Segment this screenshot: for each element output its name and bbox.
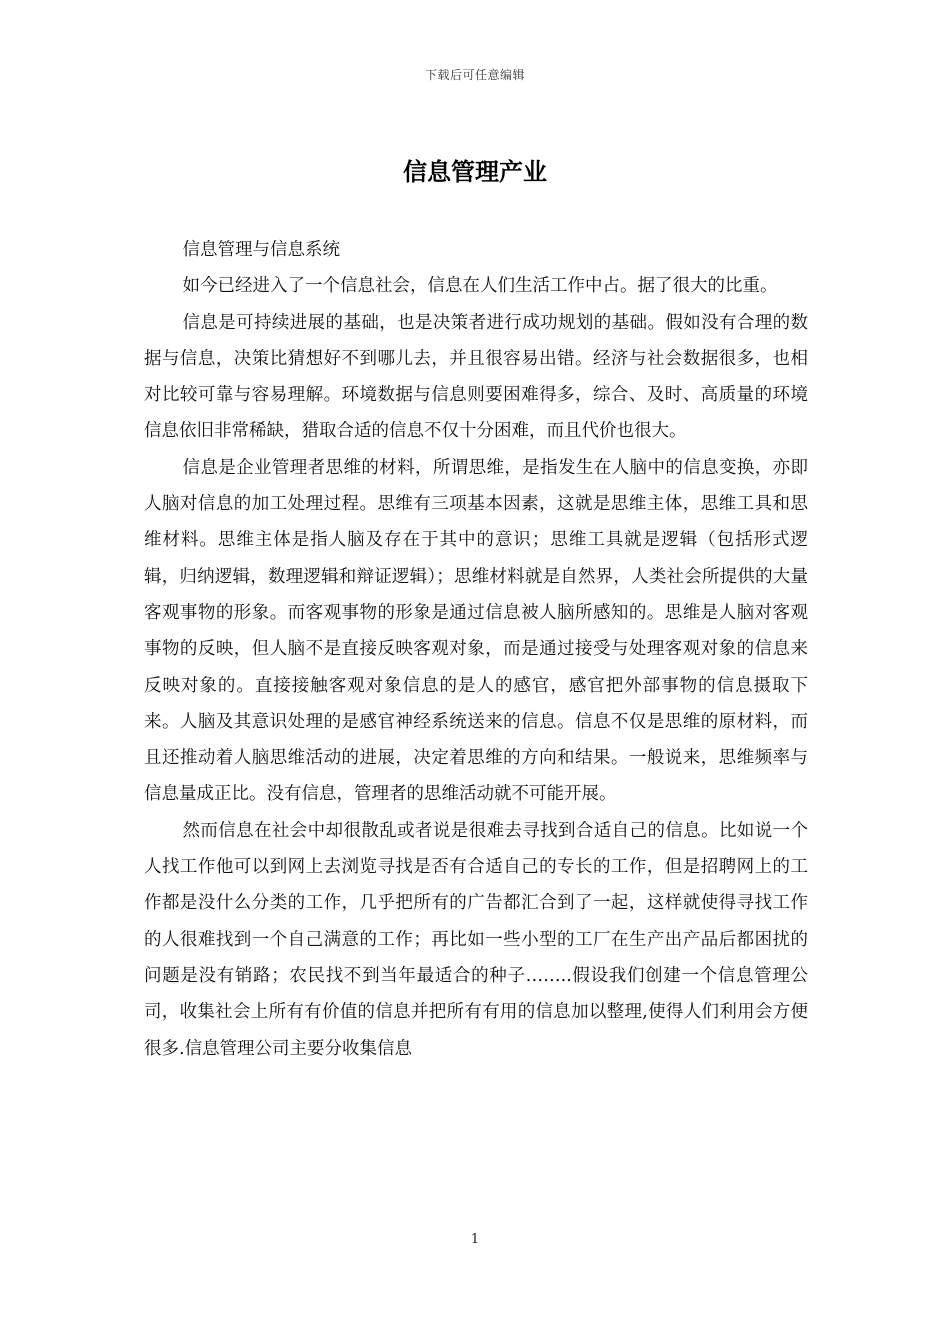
document-body (144, 232, 808, 1067)
body-paragraph: 然而信息在社会中却很散乱或者说是很难去寻找到合适自己的信息。比如说一个人找工作他可以到网上去浏览寻找是否有合适自己的专长的工作，但是招聘网上的工作都是没什么分类的工作，几乎把所有的广告都汇合到了一起，这样就使得寻找工作的人很难找到一个自己满意的工作；再比如一些小型的工厂在生产出产品后都困扰的问题是没有销路；农民找不到当年最适合的种子……..假设我们创建一个信息管理公司，收集社会上所有有价值的信息并把所有有用的信息加以整理,使得人们利用会方便很多.信息管理公司主要分收集信息 (144, 820, 808, 1059)
body-paragraph: 信息是企业管理者思维的材料，所谓思维，是指发生在人脑中的信息变换，亦即人脑对信息的加工处理过程。思维有三项基本因素，这就是思维主体，思维工具和思维材料。思维主体是指人脑及存在于其中的意识；思维工具就是逻辑（包括形式逻辑，归纳逻辑，数理逻辑和辩证逻辑）；思维材料就是自然界，人类社会所提供的大量客观事物的形象。而客观事物的形象是通过信息被人脑所感知的。思维是人脑对客观事物的反映，但人脑不是直接反映客观对象，而是通过接受与处理客观对象的信息来反映对象的。直接接触客观对象信息的是人的感官，感官把外部事物的信息摄取下来。人脑及其意识处理的是感官神经系统送来的信息。信息不仅是思维的原材料，而且还推动着人脑思维活动的进展，决定着思维的方向和结果。一般说来，思维频率与信息量成正比。没有信息，管理者的思维活动就不可能开展。 (144, 457, 808, 805)
page-header-note: 下载后可任意编辑 (424, 68, 525, 82)
page-number: 1 (470, 1232, 480, 1247)
body-paragraph: 信息是可持续进展的基础，也是决策者进行成功规划的基础。假如没有合理的数据与信息，决策比猜想好不到哪儿去，并且很容易出错。经济与社会数据很多，也相对比较可靠与容易理解。环境数据与信息则要困难得多，综合、及时、高质量的环境信息依旧非常稀缺，猎取合适的信息不仅十分困难，而且代价也很大。 (144, 312, 808, 442)
body-paragraph: 信息管理与信息系统 (182, 240, 340, 260)
document-title: 信息管理产业 (403, 158, 547, 186)
body-paragraph: 如今已经进入了一个信息社会，信息在人们生活工作中占。据了很大的比重。 (182, 276, 778, 297)
